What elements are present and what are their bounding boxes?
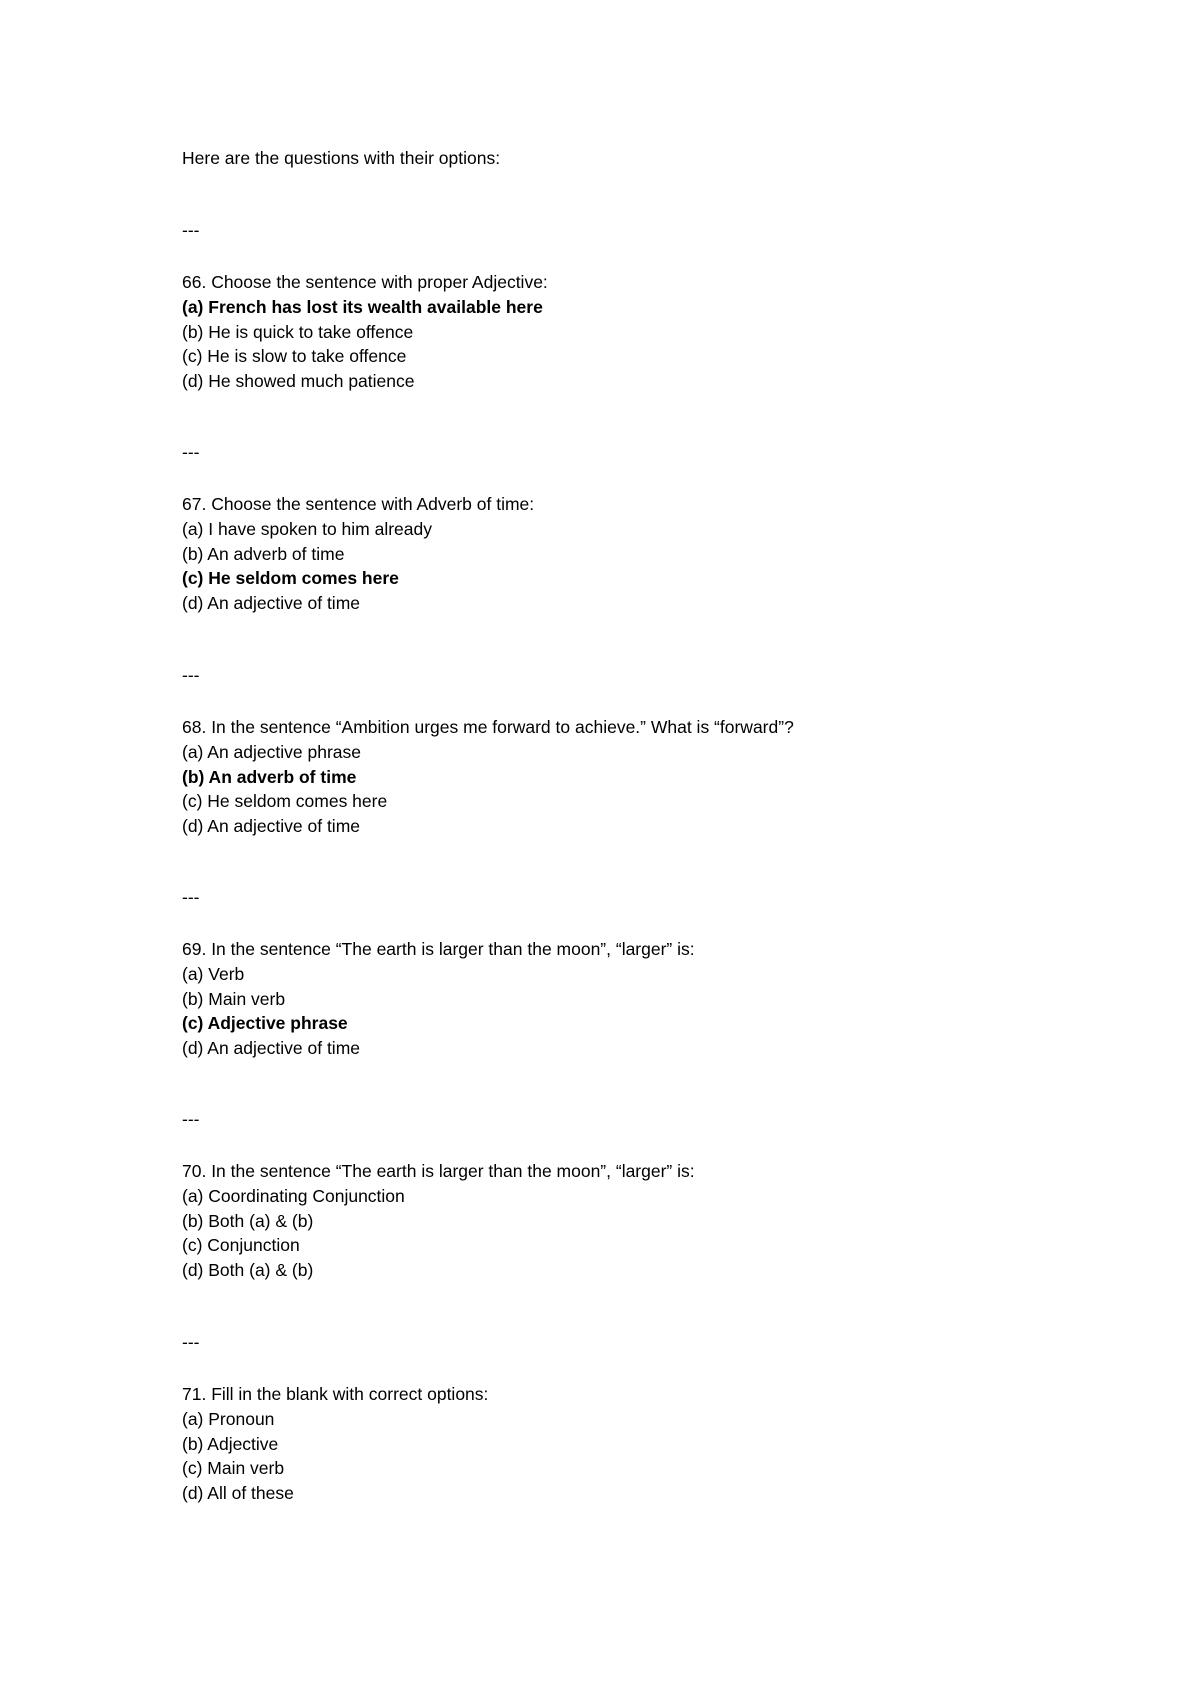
option-b: (b) Main verb (182, 988, 286, 1009)
option-d: (d) He showed much patience (182, 371, 415, 392)
question-71 (182, 1382, 488, 1506)
option-b: (b) Both (a) & (b) (182, 1210, 314, 1231)
option-a: (a) Verb (182, 963, 245, 984)
question-prompt: 66. Choose the sentence with proper Adjective: (182, 272, 548, 292)
option-d: (d) All of these (182, 1483, 294, 1504)
option-d: (d) An adjective of time (182, 1038, 360, 1059)
option-d: (d) Both (a) & (b) (182, 1260, 314, 1281)
question-prompt: 68. In the sentence “Ambition urges me forward to achieve.” What is “forward”? (182, 717, 794, 737)
option-b: (b) Adjective (182, 1433, 279, 1454)
separator: --- (182, 442, 200, 462)
option-a: (a) An adjective phrase (182, 741, 361, 762)
separator: --- (182, 1109, 200, 1129)
option-c: (c) Adjective phrase (182, 1013, 348, 1034)
option-d: (d) An adjective of time (182, 593, 360, 614)
option-c: (c) He seldom comes here (182, 568, 399, 589)
option-c: (c) He is slow to take offence (182, 346, 407, 367)
option-a: (a) I have spoken to him already (182, 518, 432, 539)
option-c: (c) He seldom comes here (182, 791, 388, 812)
option-d: (d) An adjective of time (182, 816, 360, 837)
separator: --- (182, 1332, 200, 1352)
option-c: (c) Conjunction (182, 1235, 300, 1256)
question-66 (182, 270, 548, 394)
question-68 (182, 715, 794, 839)
separator: --- (182, 665, 200, 685)
question-prompt: 71. Fill in the blank with correct options: (182, 1384, 489, 1404)
question-prompt: 67. Choose the sentence with Adverb of time: (182, 494, 535, 514)
option-a: (a) Pronoun (182, 1408, 275, 1429)
option-a: (a) French has lost its wealth available here (182, 296, 543, 317)
question-69 (182, 937, 695, 1061)
option-b: (b) An adverb of time (182, 543, 345, 564)
question-67 (182, 492, 534, 616)
option-b: (b) An adverb of time (182, 766, 357, 787)
separator: --- (182, 887, 200, 907)
question-70 (182, 1159, 695, 1283)
option-b: (b) He is quick to take offence (182, 321, 414, 342)
intro-text: Here are the questions with their options: (182, 148, 501, 168)
question-prompt: 70. In the sentence “The earth is larger than the moon”, “larger” is: (182, 1161, 695, 1181)
question-prompt: 69. In the sentence “The earth is larger than the moon”, “larger” is: (182, 939, 695, 959)
separator: --- (182, 220, 200, 240)
option-a: (a) Coordinating Conjunction (182, 1185, 405, 1206)
option-c: (c) Main verb (182, 1458, 285, 1479)
